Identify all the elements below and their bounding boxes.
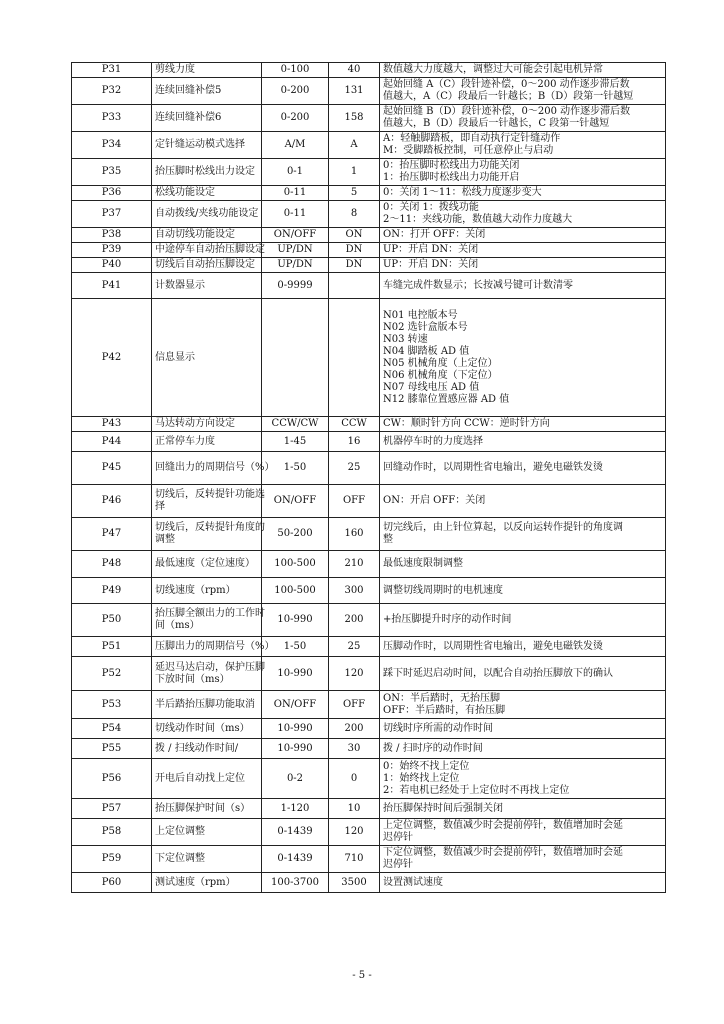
param-range-cell: 100-500 bbox=[262, 578, 329, 604]
param-default-cell: 25 bbox=[329, 452, 380, 485]
parameter-row bbox=[72, 299, 666, 417]
param-range-cell: A/M bbox=[262, 132, 329, 159]
param-desc-cell bbox=[380, 186, 666, 201]
param-default-cell: 120 bbox=[329, 657, 380, 691]
param-desc-cell bbox=[380, 819, 666, 846]
param-range-cell: CCW/CW bbox=[262, 417, 329, 432]
parameter-row bbox=[72, 201, 666, 228]
param-desc-cell bbox=[380, 759, 666, 799]
param-code-cell: P35 bbox=[72, 159, 152, 186]
parameter-row bbox=[72, 105, 666, 132]
param-desc-cell bbox=[380, 132, 666, 159]
parameter-row bbox=[72, 518, 666, 551]
param-code-cell: P41 bbox=[72, 273, 152, 299]
param-name-line: 抬压脚全额出力的工作时 bbox=[155, 608, 265, 619]
param-name-cell bbox=[152, 432, 262, 452]
param-name-line: 计数器显示 bbox=[155, 279, 205, 291]
param-name-line: 抬压脚保护时间（s） bbox=[155, 802, 251, 814]
param-name-cell bbox=[152, 78, 262, 105]
param-range-cell: ON/OFF bbox=[262, 485, 329, 518]
param-desc-line: 上定位调整，数值减少时会提前停针，数值增加时会延 bbox=[383, 820, 623, 831]
param-name-cell bbox=[152, 759, 262, 799]
param-desc-line: 起始回缝 B（D）段针迹补偿，0～200 动作逐步滞后数 bbox=[383, 106, 631, 117]
param-name-line: 压脚出力的周期信号（%） bbox=[155, 640, 275, 652]
param-name-cell bbox=[152, 159, 262, 186]
param-code-cell: P37 bbox=[72, 201, 152, 228]
param-range-cell: 0-1 bbox=[262, 159, 329, 186]
parameter-row bbox=[72, 432, 666, 452]
param-desc-cell bbox=[380, 485, 666, 518]
param-name-line: 调整 bbox=[155, 534, 175, 545]
param-default-cell: A bbox=[329, 132, 380, 159]
param-default-cell: DN bbox=[329, 258, 380, 273]
parameter-row bbox=[72, 578, 666, 604]
param-desc-line: 压脚动作时，以周期性省电输出，避免电磁铁发烫 bbox=[383, 640, 603, 652]
param-range-cell: 0-200 bbox=[262, 105, 329, 132]
parameter-row bbox=[72, 759, 666, 799]
param-default-cell: OFF bbox=[329, 485, 380, 518]
param-name-cell bbox=[152, 485, 265, 518]
param-name-line: 剪线力度 bbox=[155, 64, 195, 75]
param-desc-line: N01 电控版本号 bbox=[383, 309, 458, 321]
param-desc-cell bbox=[380, 657, 666, 691]
param-desc-cell bbox=[380, 518, 666, 551]
param-desc-cell bbox=[380, 243, 666, 258]
parameter-row bbox=[72, 719, 666, 739]
param-desc-line: ON：打开 OFF：关闭 bbox=[383, 229, 486, 240]
param-name-cell bbox=[152, 551, 262, 578]
param-desc-line: 2～11：夹线功能，数值越大动作力度越大 bbox=[383, 214, 573, 225]
param-desc-cell bbox=[380, 739, 666, 759]
param-code-cell: P45 bbox=[72, 452, 152, 485]
param-desc-cell bbox=[380, 159, 666, 186]
param-name-cell bbox=[152, 739, 262, 759]
param-desc-line: M：受脚踏板控制，可任意停止与启动 bbox=[383, 145, 554, 156]
param-desc-cell bbox=[380, 432, 666, 452]
param-desc-cell bbox=[380, 719, 666, 739]
param-default-cell: 300 bbox=[329, 578, 380, 604]
parameter-table bbox=[71, 62, 666, 893]
param-desc-line: 最低速度限制调整 bbox=[383, 558, 463, 569]
param-desc-cell bbox=[380, 63, 666, 78]
param-code-cell: P50 bbox=[72, 604, 152, 637]
param-desc-cell bbox=[380, 273, 666, 299]
parameter-row bbox=[72, 819, 666, 846]
param-default-cell: OFF bbox=[329, 691, 380, 719]
param-name-line: 拨 / 扫线动作时间/ bbox=[155, 742, 239, 754]
param-name-cell bbox=[152, 273, 262, 299]
param-code-cell: P51 bbox=[72, 637, 152, 657]
param-code-cell: P55 bbox=[72, 739, 152, 759]
param-default-cell: 30 bbox=[329, 739, 380, 759]
param-code-cell: P40 bbox=[72, 258, 152, 273]
param-name-line: 自动切线功能设定 bbox=[155, 229, 235, 240]
param-code-cell: P54 bbox=[72, 719, 152, 739]
param-default-cell: 40 bbox=[329, 63, 380, 78]
param-code-cell: P57 bbox=[72, 799, 152, 819]
param-desc-line: 切完线后，由上针位算起，以反向运转作提针的角度调 bbox=[383, 522, 623, 533]
param-desc-line: 迟停针 bbox=[383, 859, 413, 870]
param-code-cell: P49 bbox=[72, 578, 152, 604]
param-default-cell: 710 bbox=[329, 846, 380, 873]
parameter-row bbox=[72, 258, 666, 273]
param-name-cell bbox=[152, 604, 265, 637]
param-desc-line: 1：始终找上定位 bbox=[383, 772, 460, 784]
param-desc-line: 起始回缝 A（C）段针迹补偿，0～200 动作逐步滞后数 bbox=[383, 79, 630, 90]
param-desc-cell bbox=[380, 452, 666, 485]
param-default-cell: 210 bbox=[329, 551, 380, 578]
param-name-cell bbox=[152, 243, 265, 258]
param-name-line: 定针缝运动模式选择 bbox=[155, 139, 245, 150]
parameter-row bbox=[72, 873, 666, 893]
parameter-row bbox=[72, 78, 666, 105]
parameter-row bbox=[72, 604, 666, 637]
param-default-cell: 0 bbox=[329, 759, 380, 799]
param-desc-cell bbox=[380, 691, 666, 719]
param-name-line: 最低速度（定位速度） bbox=[155, 558, 255, 569]
param-name-line: 松线功能设定 bbox=[155, 187, 215, 198]
param-desc-cell bbox=[380, 873, 666, 893]
param-desc-cell bbox=[380, 105, 666, 132]
param-code-cell: P36 bbox=[72, 186, 152, 201]
param-name-cell bbox=[152, 299, 262, 417]
param-desc-line: ON：半后踏时，无抬压脚 bbox=[383, 692, 500, 704]
param-name-line: 延迟马达启动，保护压脚 bbox=[155, 661, 265, 673]
param-code-cell: P44 bbox=[72, 432, 152, 452]
param-code-cell: P46 bbox=[72, 485, 152, 518]
param-name-cell bbox=[152, 186, 262, 201]
parameter-row bbox=[72, 273, 666, 299]
param-name-line: 抬压脚时松线出力设定 bbox=[155, 166, 255, 177]
parameter-row bbox=[72, 63, 666, 78]
param-name-line: 连续回缝补偿6 bbox=[155, 112, 222, 123]
param-name-line: 切线动作时间（ms） bbox=[155, 722, 250, 734]
parameter-row bbox=[72, 657, 666, 691]
param-default-cell: 3500 bbox=[329, 873, 380, 893]
param-default-cell: 200 bbox=[329, 719, 380, 739]
param-name-line: 中途停车自动抬压脚设定 bbox=[155, 244, 265, 255]
param-name-line: 开电后自动找上定位 bbox=[155, 772, 245, 784]
param-range-cell: 0-200 bbox=[262, 78, 329, 105]
parameter-row bbox=[72, 159, 666, 186]
param-code-cell: P43 bbox=[72, 417, 152, 432]
param-name-line: 马达转动方向设定 bbox=[155, 418, 235, 429]
param-range-cell: 0-11 bbox=[262, 201, 329, 228]
param-default-cell: ON bbox=[329, 228, 380, 243]
param-desc-line: N07 母线电压 AD 值 bbox=[383, 381, 480, 393]
param-name-cell bbox=[152, 452, 275, 485]
param-desc-line: 设置测试速度 bbox=[383, 876, 443, 888]
param-name-line: 正常停车力度 bbox=[155, 435, 215, 447]
param-range-cell: 10-990 bbox=[262, 604, 329, 637]
param-name-cell bbox=[152, 228, 262, 243]
param-default-cell: DN bbox=[329, 243, 380, 258]
param-name-cell bbox=[152, 873, 262, 893]
param-desc-line: 迟停针 bbox=[383, 832, 413, 843]
param-desc-cell bbox=[380, 604, 666, 637]
param-name-line: 信息显示 bbox=[155, 351, 195, 363]
param-name-cell bbox=[152, 691, 262, 719]
param-name-line: 自动拨线/夹线功能设定 bbox=[155, 208, 259, 219]
param-desc-line: N04 脚踏板 AD 值 bbox=[383, 345, 470, 357]
param-range-cell: UP/DN bbox=[262, 243, 329, 258]
param-desc-cell bbox=[380, 299, 666, 417]
param-desc-line: 车缝完成件数显示；长按减号键可计数清零 bbox=[383, 279, 573, 291]
param-default-cell: 131 bbox=[329, 78, 380, 105]
param-desc-line: A：轻触脚踏板，即自动执行定针缝动作 bbox=[383, 133, 561, 144]
param-range-cell: 0-100 bbox=[262, 63, 329, 78]
param-range-cell: 100-3700 bbox=[262, 873, 329, 893]
param-range-cell: 1-120 bbox=[262, 799, 329, 819]
param-range-cell: 0-2 bbox=[262, 759, 329, 799]
param-name-cell bbox=[152, 201, 262, 228]
param-default-cell: 8 bbox=[329, 201, 380, 228]
param-code-cell: P33 bbox=[72, 105, 152, 132]
param-code-cell: P59 bbox=[72, 846, 152, 873]
param-default-cell: 16 bbox=[329, 432, 380, 452]
parameter-row bbox=[72, 691, 666, 719]
param-desc-cell bbox=[380, 551, 666, 578]
param-desc-line: 1：抬压脚时松线出力功能开启 bbox=[383, 172, 520, 183]
param-range-cell: 100-500 bbox=[262, 551, 329, 578]
param-desc-cell bbox=[380, 637, 666, 657]
param-name-line: 测试速度（rpm） bbox=[155, 876, 236, 888]
param-default-cell: 25 bbox=[329, 637, 380, 657]
param-range-cell: 10-990 bbox=[262, 739, 329, 759]
param-name-cell bbox=[152, 63, 262, 78]
param-desc-line: 0：始终不找上定位 bbox=[383, 760, 470, 772]
parameter-row bbox=[72, 551, 666, 578]
param-range-cell: 1-50 bbox=[262, 637, 329, 657]
param-default-cell: 200 bbox=[329, 604, 380, 637]
param-desc-line: UP：开启 DN：关闭 bbox=[383, 244, 479, 255]
param-name-cell bbox=[152, 518, 265, 551]
param-name-cell bbox=[152, 719, 262, 739]
param-desc-line: ON：开启 OFF：关闭 bbox=[383, 495, 486, 506]
param-name-line: 切线后，反转提针角度的 bbox=[155, 522, 265, 533]
param-code-cell: P42 bbox=[72, 299, 152, 417]
param-name-cell bbox=[152, 132, 262, 159]
param-range-cell: 0-1439 bbox=[262, 846, 329, 873]
param-code-cell: P32 bbox=[72, 78, 152, 105]
param-default-cell: 10 bbox=[329, 799, 380, 819]
param-code-cell: P39 bbox=[72, 243, 152, 258]
param-name-line: 回缝出力的周期信号（%） bbox=[155, 462, 275, 473]
param-desc-cell bbox=[380, 228, 666, 243]
param-desc-line: 调整切线周期时的电机速度 bbox=[383, 584, 503, 596]
param-desc-cell bbox=[380, 258, 666, 273]
parameter-row bbox=[72, 846, 666, 873]
param-range-cell: UP/DN bbox=[262, 258, 329, 273]
param-name-cell bbox=[152, 846, 262, 873]
param-desc-line: +抬压脚提升时序的动作时间 bbox=[383, 614, 512, 625]
param-desc-line: N03 转速 bbox=[383, 333, 428, 345]
param-name-line: 切线后，反转提针功能选 bbox=[155, 489, 265, 500]
param-code-cell: P56 bbox=[72, 759, 152, 799]
parameter-row bbox=[72, 186, 666, 201]
param-range-cell: 1-50 bbox=[262, 452, 329, 485]
param-range-cell: 1-45 bbox=[262, 432, 329, 452]
param-range-cell: 50-200 bbox=[262, 518, 329, 551]
param-desc-line: N06 机械角度（下定位） bbox=[383, 369, 498, 381]
param-desc-cell bbox=[380, 78, 666, 105]
param-code-cell: P38 bbox=[72, 228, 152, 243]
parameter-row bbox=[72, 637, 666, 657]
param-name-cell bbox=[152, 258, 262, 273]
param-default-cell: 120 bbox=[329, 819, 380, 846]
param-name-cell bbox=[152, 105, 262, 132]
param-code-cell: P52 bbox=[72, 657, 152, 691]
param-code-cell: P60 bbox=[72, 873, 152, 893]
param-name-line: 间（ms） bbox=[155, 620, 200, 631]
parameter-row bbox=[72, 243, 666, 258]
param-desc-cell bbox=[380, 417, 666, 432]
param-name-line: 连续回缝补偿5 bbox=[155, 85, 222, 96]
param-range-cell: 0-1439 bbox=[262, 819, 329, 846]
param-range-cell: 10-990 bbox=[262, 719, 329, 739]
param-name-line: 下放时间（ms） bbox=[155, 673, 230, 685]
param-default-cell: 5 bbox=[329, 186, 380, 201]
page-number: - 5 - bbox=[352, 970, 372, 981]
param-name-line: 切线后自动抬压脚设定 bbox=[155, 259, 255, 270]
param-code-cell: P58 bbox=[72, 819, 152, 846]
param-name-cell bbox=[152, 657, 265, 691]
parameter-row bbox=[72, 417, 666, 432]
param-name-cell bbox=[152, 417, 262, 432]
param-desc-line: 值越大，B（D）段最后一针越长，C 段第一针越短 bbox=[383, 118, 610, 129]
param-range-cell: 0-11 bbox=[262, 186, 329, 201]
param-code-cell: P34 bbox=[72, 132, 152, 159]
param-desc-line: N05 机械角度（上定位） bbox=[383, 357, 498, 369]
param-desc-cell bbox=[380, 846, 666, 873]
param-desc-line: 0：抬压脚时松线出力功能关闭 bbox=[383, 160, 520, 171]
param-desc-line: 0：关闭 1～11：松线力度逐步变大 bbox=[383, 187, 542, 198]
param-name-line: 下定位调整 bbox=[155, 853, 205, 864]
param-name-cell bbox=[152, 799, 262, 819]
param-desc-line: 0：关闭 1：拨线功能 bbox=[383, 202, 479, 213]
param-default-cell: CCW bbox=[329, 417, 380, 432]
parameter-row bbox=[72, 452, 666, 485]
param-name-line: 上定位调整 bbox=[155, 826, 205, 837]
param-desc-line: 机器停车时的力度选择 bbox=[383, 435, 483, 447]
param-code-cell: P48 bbox=[72, 551, 152, 578]
param-desc-cell bbox=[380, 201, 666, 228]
param-desc-line: 拨 / 扫时序的动作时间 bbox=[383, 742, 483, 754]
param-range-cell: 10-990 bbox=[262, 657, 329, 691]
param-desc-line: 值越大，A（C）段最后一针越长；B（D）段第一针越短 bbox=[383, 91, 634, 102]
parameter-row bbox=[72, 739, 666, 759]
param-range-cell: ON/OFF bbox=[262, 691, 329, 719]
param-name-cell bbox=[152, 578, 262, 604]
parameter-row bbox=[72, 132, 666, 159]
param-default-cell: 160 bbox=[329, 518, 380, 551]
parameter-row bbox=[72, 485, 666, 518]
parameter-table-body bbox=[72, 63, 666, 893]
param-name-cell bbox=[152, 819, 262, 846]
param-desc-line: 下定位调整，数值减少时会提前停针，数值增加时会延 bbox=[383, 847, 623, 858]
param-desc-line: 数值越大力度越大，调整过大可能会引起电机异常 bbox=[383, 64, 603, 75]
param-default-cell: 1 bbox=[329, 159, 380, 186]
param-range-cell bbox=[262, 299, 329, 417]
param-name-line: 择 bbox=[155, 501, 165, 512]
parameter-row bbox=[72, 799, 666, 819]
parameter-row bbox=[72, 228, 666, 243]
param-code-cell: P53 bbox=[72, 691, 152, 719]
param-desc-line: UP：开启 DN：关闭 bbox=[383, 259, 479, 270]
param-desc-line: 整 bbox=[383, 534, 393, 545]
param-desc-line: 抬压脚保持时间后强制关闭 bbox=[383, 802, 503, 814]
param-default-cell bbox=[329, 299, 380, 417]
param-desc-cell bbox=[380, 578, 666, 604]
param-default-cell bbox=[329, 273, 380, 299]
param-desc-line: 回缝动作时，以周期性省电输出，避免电磁铁发烫 bbox=[383, 462, 603, 473]
param-desc-line: 踩下时延迟启动时间，以配合自动抬压脚放下的确认 bbox=[383, 667, 613, 679]
param-code-cell: P47 bbox=[72, 518, 152, 551]
param-default-cell: 158 bbox=[329, 105, 380, 132]
param-desc-line: N12 膝靠位置感应器 AD 值 bbox=[383, 393, 510, 405]
param-desc-line: N02 选针盒版本号 bbox=[383, 321, 468, 333]
param-desc-line: CW：顺时针方向 CCW：逆时针方向 bbox=[383, 418, 550, 429]
param-name-cell bbox=[152, 637, 275, 657]
param-code-cell: P31 bbox=[72, 63, 152, 78]
param-range-cell: ON/OFF bbox=[262, 228, 329, 243]
param-range-cell: 0-9999 bbox=[262, 273, 329, 299]
param-desc-line: 2：若电机已经处于上定位时不再找上定位 bbox=[383, 784, 570, 796]
param-name-line: 切线速度（rpm） bbox=[155, 584, 236, 596]
param-name-line: 半后踏抬压脚功能取消 bbox=[155, 698, 255, 710]
param-desc-line: 切线时序所需的动作时间 bbox=[383, 722, 493, 734]
param-desc-line: OFF：半后踏时，有抬压脚 bbox=[383, 704, 506, 716]
param-desc-cell bbox=[380, 799, 666, 819]
